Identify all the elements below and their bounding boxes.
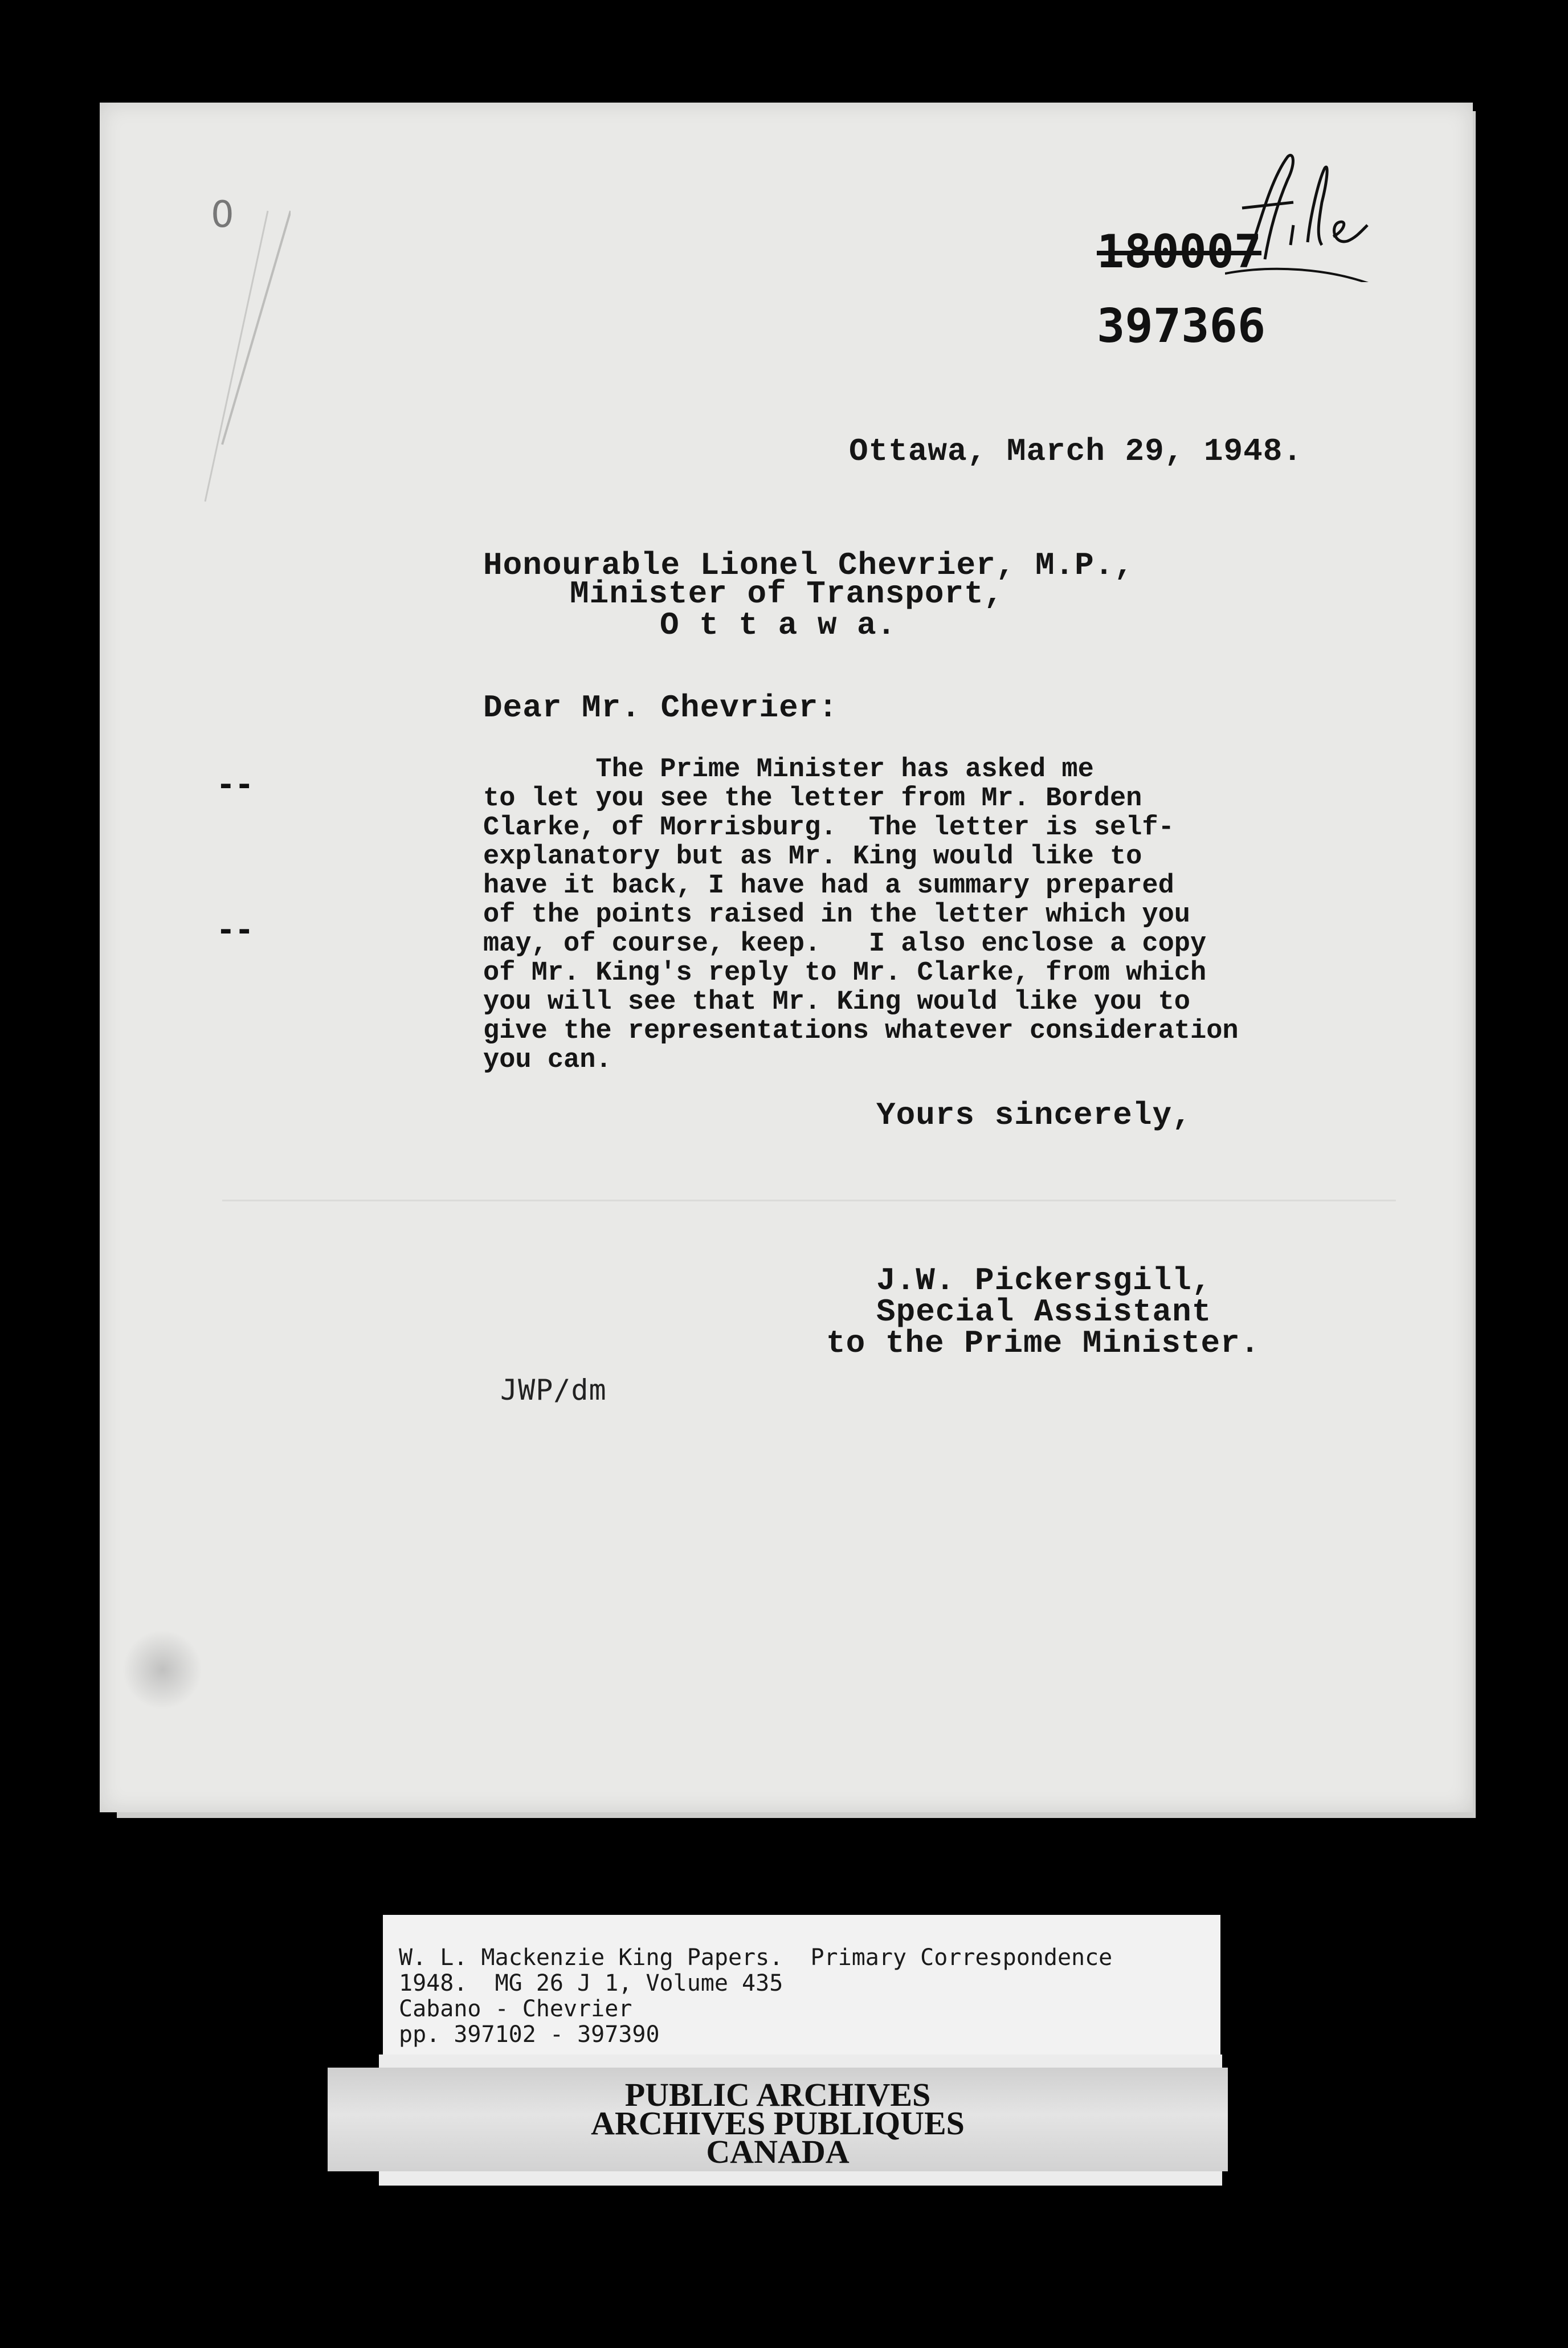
body-line: have it back, I have had a summary prepared — [483, 871, 1174, 901]
margin-mark-1: -- — [217, 767, 254, 802]
body-line: you will see that Mr. King would like you to — [483, 987, 1191, 1017]
typist-initials: JWP/dm — [500, 1373, 607, 1407]
salutation: Dear Mr. Chevrier: — [483, 690, 838, 726]
corner-fold-marks — [199, 205, 291, 547]
label-line: 1948. MG 26 J 1, Volume 435 — [399, 1970, 783, 1996]
signature-title-2: to the Prime Minister. — [826, 1325, 1260, 1361]
ribbon-line-1: PUBLIC ARCHIVES — [624, 2076, 931, 2113]
letter-body — [483, 755, 1304, 1075]
date-line: Ottawa, March 29, 1948. — [849, 433, 1302, 470]
ribbon-line-2: ARCHIVES PUBLIQUES — [591, 2105, 965, 2142]
body-line: of the points raised in the letter which you — [483, 900, 1191, 930]
closing: Yours sincerely, — [876, 1097, 1192, 1134]
body-line: may, of course, keep. I also enclose a copy — [483, 929, 1207, 959]
body-line: explanatory but as Mr. King would like to — [483, 842, 1142, 872]
body-line: you can. — [483, 1045, 612, 1075]
fold-line — [222, 1200, 1396, 1201]
body-line: of Mr. King's reply to Mr. Clarke, from which — [483, 958, 1207, 988]
body-line: give the representations whatever consideration — [483, 1016, 1239, 1046]
addressee-line-1: Honourable Lionel Chevrier, M.P., — [483, 547, 1134, 584]
body-line: The Prime Minister has asked me — [483, 755, 1094, 785]
label-line: Cabano - Chevrier — [399, 1996, 632, 2022]
ribbon-line-3: CANADA — [706, 2133, 850, 2170]
margin-zero: 0 — [211, 194, 234, 236]
file-number: 397366 — [1097, 299, 1266, 353]
archives-ribbon — [328, 2068, 1228, 2171]
addressee-line-2: Minister of Transport, — [570, 576, 1004, 612]
label-line: pp. 397102 - 397390 — [399, 2021, 660, 2048]
paper-stain — [122, 1630, 202, 1710]
signature-title: Special Assistant — [876, 1294, 1212, 1330]
body-line: Clarke, of Morrisburg. The letter is self- — [483, 813, 1174, 843]
margin-mark-2: -- — [217, 912, 254, 948]
label-line: W. L. Mackenzie King Papers. Primary Correspondence — [399, 1945, 1113, 1971]
addressee-line-3: O t t a w a. — [660, 607, 897, 643]
signature-name: J.W. Pickersgill, — [876, 1262, 1212, 1299]
old-file-number: 180007 — [1097, 225, 1261, 278]
body-line: to let you see the letter from Mr. Borden — [483, 784, 1142, 814]
handwritten-file-note — [1225, 145, 1373, 282]
archive-citation-label — [383, 1915, 1220, 2054]
